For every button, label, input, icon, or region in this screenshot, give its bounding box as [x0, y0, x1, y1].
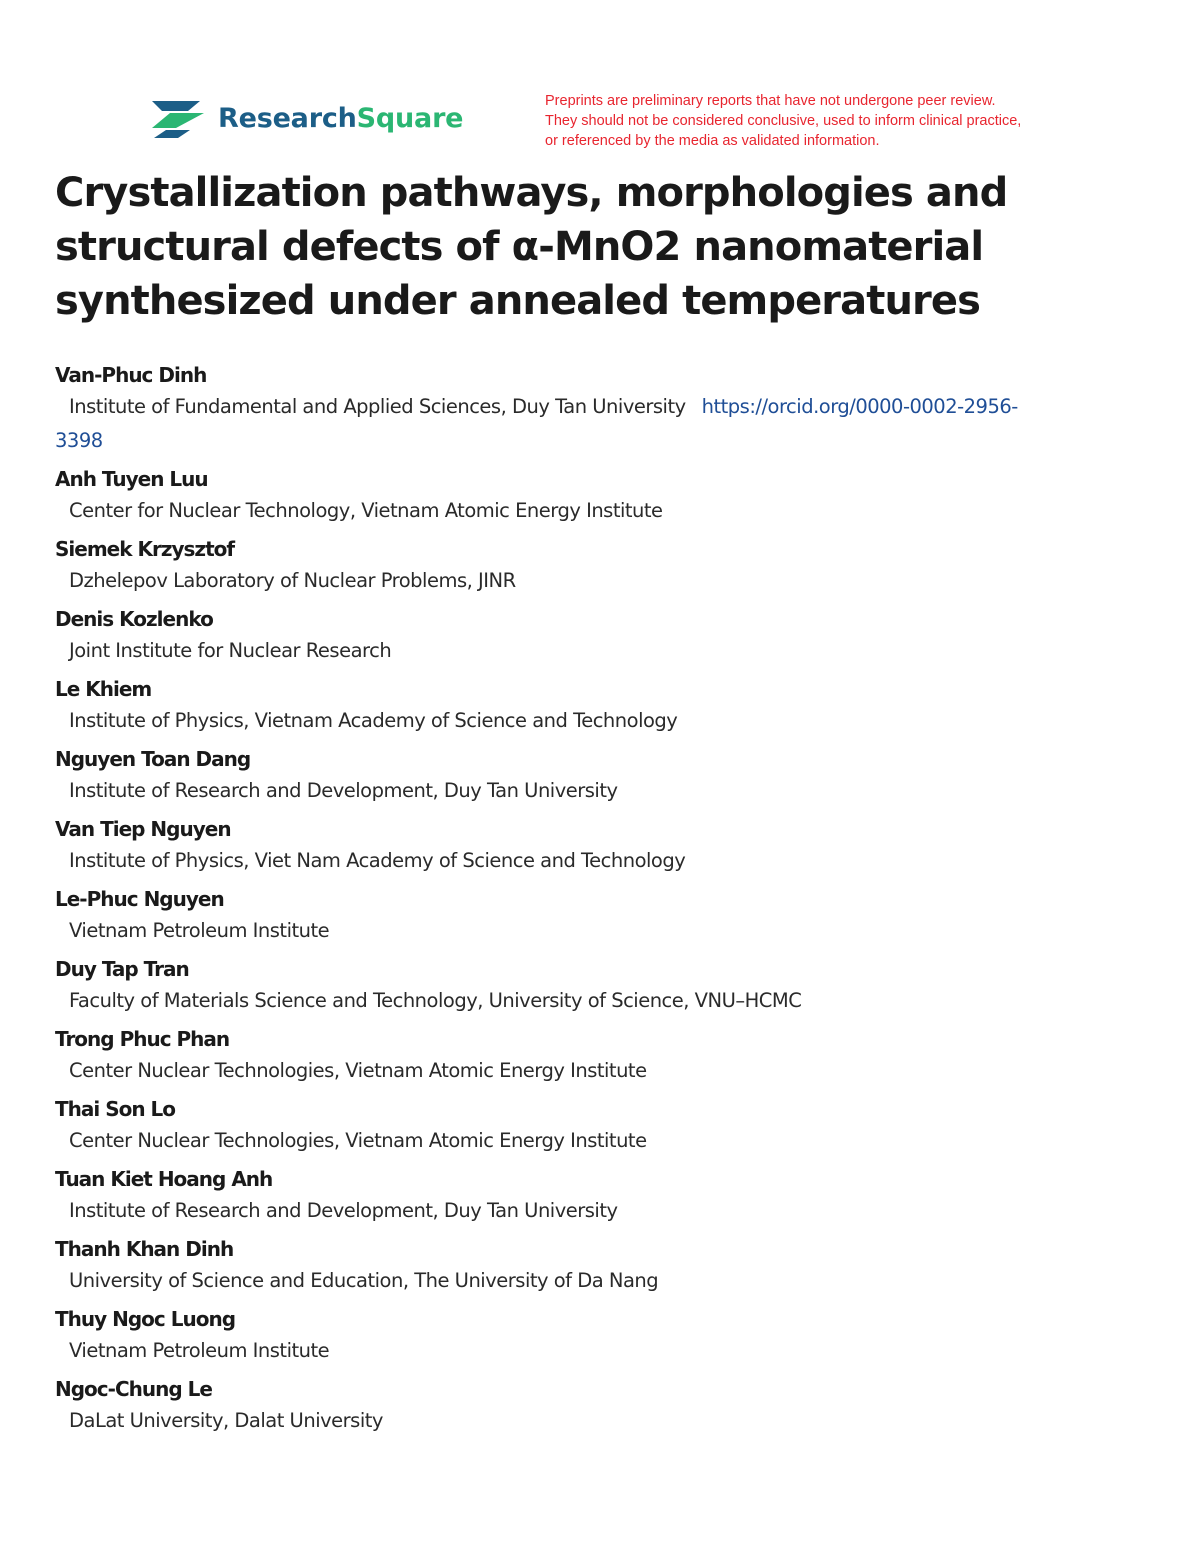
notice-line: Preprints are preliminary reports that have not undergone peer review.	[545, 93, 996, 109]
author-name: Van-Phuc Dinh	[55, 363, 207, 387]
author-entry	[55, 604, 1145, 668]
author-affiliation: Vietnam Petroleum Institute	[69, 1339, 330, 1362]
author-name: Tuan Kiet Hoang Anh	[55, 1167, 273, 1191]
notice-line: They should not be considered conclusive, used to inform clinical practice,	[545, 113, 1022, 129]
research-square-logo-icon	[148, 96, 206, 140]
author-name: Le Khiem	[55, 677, 152, 701]
author-name: Ngoc-Chung Le	[55, 1377, 212, 1401]
author-entry	[55, 1234, 1145, 1298]
orcid-link-continued[interactable]: 3398	[55, 429, 103, 452]
author-entry	[55, 1094, 1145, 1158]
author-entry	[55, 1164, 1145, 1228]
author-affiliation: Faculty of Materials Science and Technology, University of Science, VNU–HCMC	[69, 989, 802, 1012]
author-affiliation: DaLat University, Dalat University	[69, 1409, 383, 1432]
logo-word-research: Research	[218, 102, 357, 134]
author-entry	[55, 954, 1145, 1018]
author-entry	[55, 534, 1145, 598]
author-affiliation: Institute of Physics, Vietnam Academy of Science and Technology	[69, 709, 678, 732]
paper-title: Crystallization pathways, morphologies and structural defects of α-MnO2 nanomaterial synthesized under annealed temperatures	[55, 170, 1008, 324]
author-affiliation: Center Nuclear Technologies, Vietnam Atomic Energy Institute	[69, 1059, 647, 1082]
author-entry	[55, 1374, 1145, 1438]
author-affiliation: Center for Nuclear Technology, Vietnam Atomic Energy Institute	[69, 499, 663, 522]
author-affiliation: Joint Institute for Nuclear Research	[69, 639, 392, 662]
author-affiliation: Institute of Physics, Viet Nam Academy of Science and Technology	[69, 849, 686, 872]
author-entry	[55, 884, 1145, 948]
author-name: Trong Phuc Phan	[55, 1027, 230, 1051]
notice-line: or referenced by the media as validated information.	[545, 133, 880, 149]
author-name: Le-Phuc Nguyen	[55, 887, 224, 911]
research-square-logo	[148, 96, 463, 140]
author-name: Duy Tap Tran	[55, 957, 189, 981]
author-affiliation: Institute of Research and Development, Duy Tan University	[69, 1199, 618, 1222]
author-entry	[55, 674, 1145, 738]
author-affiliation	[55, 390, 1145, 458]
author-entry	[55, 464, 1145, 528]
author-entry	[55, 744, 1145, 808]
author-name: Thanh Khan Dinh	[55, 1237, 234, 1261]
author-name: Siemek Krzysztof	[55, 537, 235, 561]
author-affiliation: Center Nuclear Technologies, Vietnam Atomic Energy Institute	[69, 1129, 647, 1152]
logo-wordmark	[218, 103, 463, 134]
orcid-link[interactable]: https://orcid.org/0000-0002-2956-	[701, 395, 1018, 418]
author-entry	[55, 360, 1145, 458]
author-affiliation: Institute of Research and Development, Duy Tan University	[69, 779, 618, 802]
author-name: Van Tiep Nguyen	[55, 817, 231, 841]
author-name: Thuy Ngoc Luong	[55, 1307, 236, 1331]
affiliation-text: Institute of Fundamental and Applied Sciences, Duy Tan University	[69, 395, 686, 418]
author-affiliation: University of Science and Education, The University of Da Nang	[69, 1269, 659, 1292]
author-entry	[55, 814, 1145, 878]
author-entry	[55, 1024, 1145, 1088]
author-affiliation: Vietnam Petroleum Institute	[69, 919, 330, 942]
author-name: Nguyen Toan Dang	[55, 747, 251, 771]
author-name: Denis Kozlenko	[55, 607, 213, 631]
preprint-notice	[545, 91, 1105, 151]
logo-word-square: Square	[356, 102, 464, 134]
author-name: Anh Tuyen Luu	[55, 467, 208, 491]
author-name: Thai Son Lo	[55, 1097, 176, 1121]
author-list	[55, 360, 1145, 1444]
author-affiliation: Dzhelepov Laboratory of Nuclear Problems, JINR	[69, 569, 516, 592]
author-entry	[55, 1304, 1145, 1368]
